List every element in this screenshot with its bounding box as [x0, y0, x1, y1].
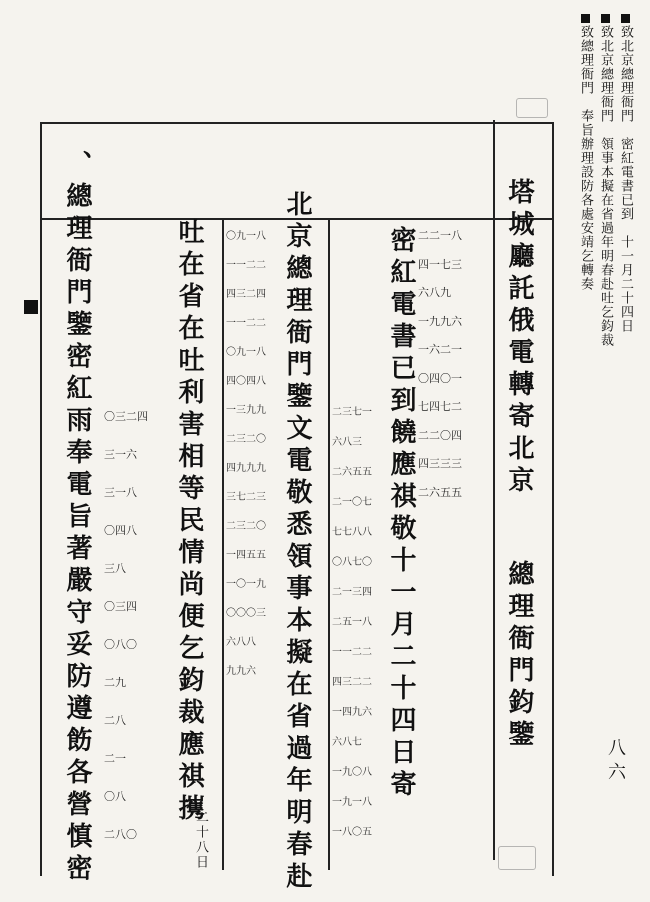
code-group: 二九: [104, 676, 126, 689]
telegram-addressee: 總理衙門鈞鑒: [504, 560, 534, 752]
code-group: 一一二二: [226, 260, 266, 271]
toc-entry-2: [599, 14, 612, 347]
code-group: 一九九六: [418, 314, 462, 328]
code-group: 二二〇四: [418, 428, 462, 442]
code-group: 四三三三: [418, 457, 462, 470]
code-group: 〇八七〇: [332, 557, 372, 568]
code-group: 二一〇七: [332, 497, 372, 508]
code-group: 二三二〇: [226, 521, 266, 532]
telegram-body-line: 密紅電書已到饒應祺敬十一月二十四日寄: [386, 226, 416, 802]
bullet-square-icon: [601, 14, 610, 23]
code-group: 二六五五: [332, 467, 372, 478]
code-group: 四一七三: [418, 257, 462, 271]
column-rule: [493, 120, 495, 860]
toc-text: 致北京總理衙門 領事本擬在省過年明春赴吐乞鈞裁: [598, 25, 613, 347]
code-group: 六八九: [418, 286, 451, 299]
column-rule: [222, 220, 224, 870]
code-group: 〇八〇: [104, 638, 137, 651]
code-group: 〇四八: [104, 524, 137, 537]
code-group: 四九九九: [226, 463, 266, 474]
code-group: 一九一八: [332, 797, 372, 808]
telegram-body-line: 、總理衙門鑒密紅雨奉電旨著嚴守妥防遵飭各營慎密: [62, 150, 92, 886]
seal-stamp: [498, 846, 536, 870]
code-group: 一四九六: [332, 707, 372, 718]
code-group: 〇〇〇三: [226, 608, 266, 619]
toc-text: 致總理衙門 奉旨辦理設防各處安靖乞轉奏: [578, 25, 593, 291]
code-group: 〇四〇一: [418, 371, 462, 385]
code-group: 一四五五: [226, 550, 266, 561]
code-group: 二八〇: [104, 828, 137, 841]
code-group: 二六五五: [418, 485, 462, 499]
date-note: 二十八日: [193, 810, 208, 870]
code-list-d: [104, 398, 148, 854]
code-group: 〇九一八: [226, 231, 266, 242]
code-group: 一一二二: [332, 647, 372, 658]
code-group: 六八八: [226, 637, 256, 648]
bullet-square-icon: [581, 14, 590, 23]
code-group: 〇八: [104, 790, 126, 803]
column-rule: [328, 220, 330, 870]
code-group: 〇三四: [104, 600, 137, 613]
toc-text: 致北京總理衙門 密紅電書已到 十一月二十四日: [618, 25, 633, 333]
code-group: 一九〇八: [332, 767, 372, 778]
code-group: 一八〇五: [332, 827, 372, 838]
code-group: 六八七: [332, 737, 362, 748]
code-group: 三一六: [104, 448, 137, 461]
code-group: 三七二三: [226, 492, 266, 503]
page-number: 八六: [605, 738, 626, 786]
code-group: 四〇四八: [226, 376, 266, 387]
seal-stamp: [516, 98, 548, 118]
code-group: 一一二二: [226, 318, 266, 329]
code-list-b: [332, 398, 384, 848]
code-group: 四三二二: [332, 677, 372, 688]
code-group: 一〇一九: [226, 579, 266, 590]
telegram-body-line: 北京總理衙門鑒文電敬悉領事本擬在省過年明春赴: [282, 190, 312, 894]
code-group: 二二一八: [418, 229, 462, 242]
code-group: 二三二〇: [226, 434, 266, 445]
edge-tab-mark: [24, 300, 38, 314]
code-group: 三一八: [104, 486, 137, 499]
code-group: 〇三二四: [104, 410, 148, 423]
code-group: 一六二一: [418, 343, 462, 356]
code-group: 二五一八: [332, 617, 372, 628]
telegram-body-line: 吐在省在吐利害相等民情尚便乞鈞裁應祺㩗: [174, 218, 204, 826]
code-group: 〇九一八: [226, 347, 266, 358]
telegram-header: 塔城廳託俄電轉寄北京: [504, 178, 534, 498]
toc-entry-3: [579, 14, 592, 291]
toc-entry-1: [619, 14, 632, 333]
code-group: 九九六: [226, 666, 256, 677]
code-group: 二三七一: [332, 407, 372, 418]
code-list-c: [226, 222, 280, 686]
code-group: 七七八八: [332, 527, 372, 538]
code-group: 六八三: [332, 437, 362, 448]
code-group: 二八: [104, 714, 126, 727]
code-list-a: [418, 222, 488, 507]
code-group: 二一: [104, 752, 126, 765]
code-group: 三八: [104, 562, 126, 575]
code-group: 四三二四: [226, 289, 266, 300]
code-group: 一三九九: [226, 405, 266, 416]
bullet-square-icon: [621, 14, 630, 23]
code-group: 七四七二: [418, 400, 462, 413]
code-group: 二一三四: [332, 587, 372, 598]
